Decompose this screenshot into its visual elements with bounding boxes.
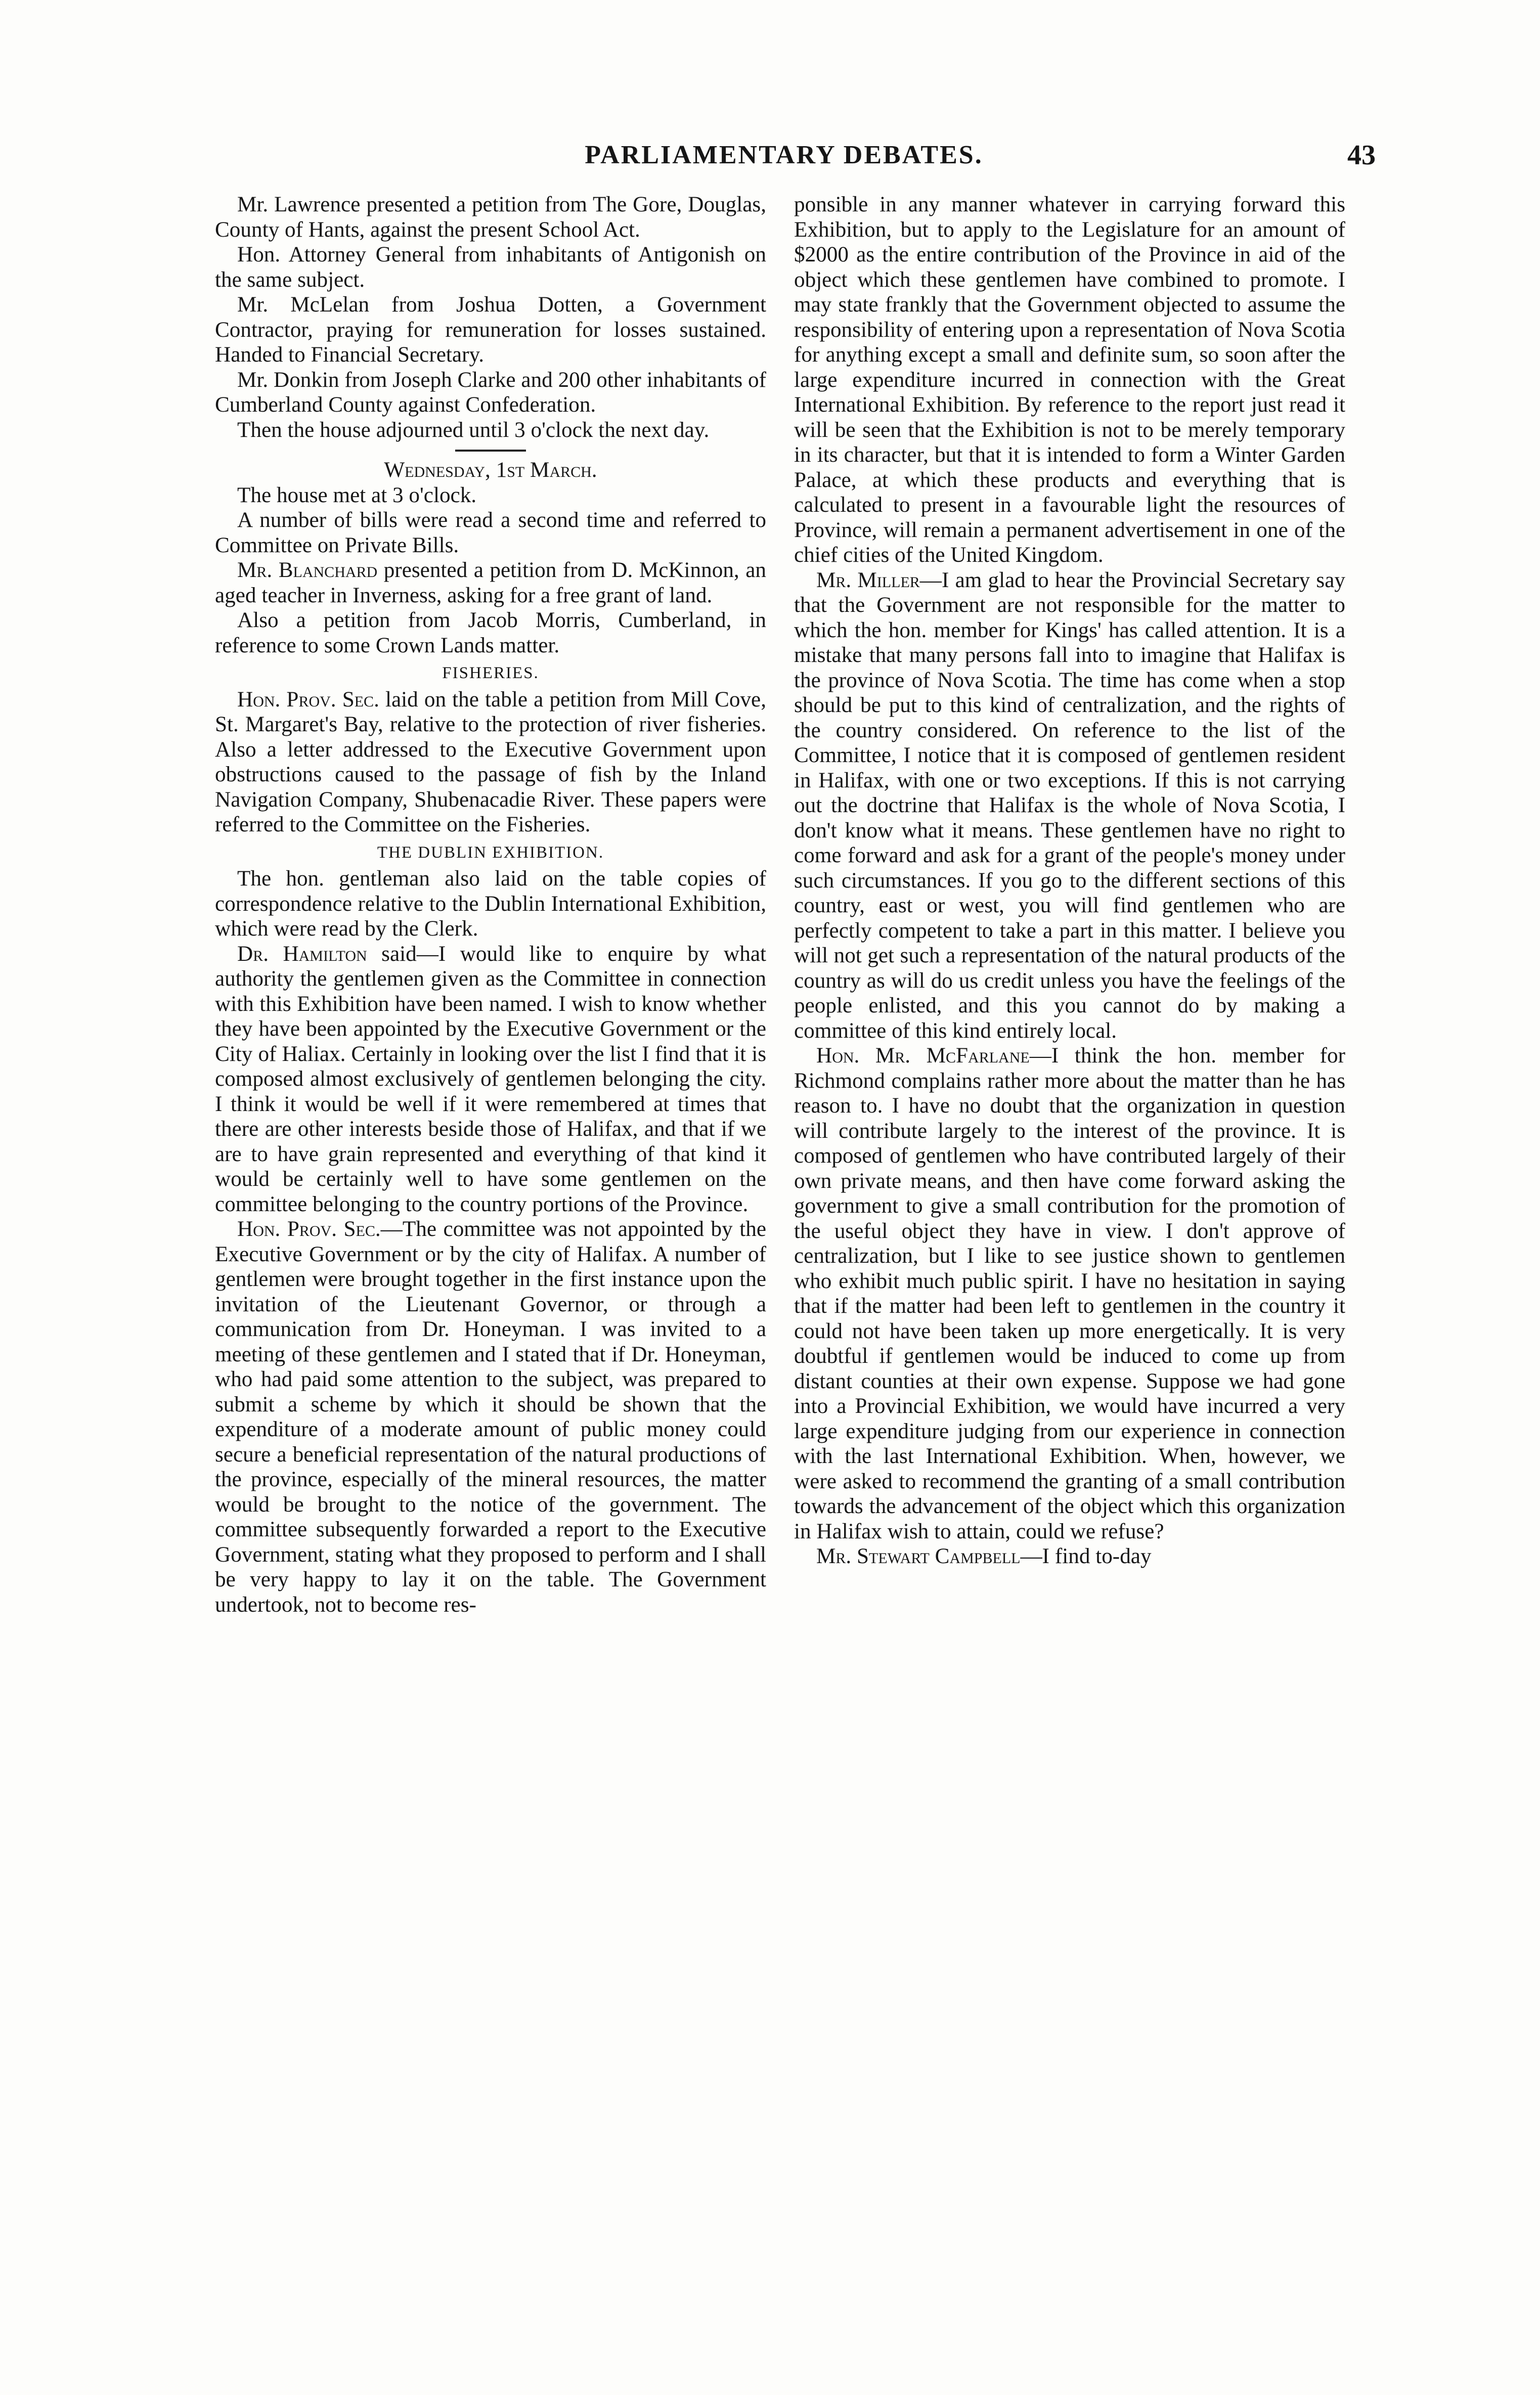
paragraph: ponsible in any manner whatever in carrying forward this Exhibition, but to apply to the Legislature for an amount of $2000 as the entire contribution of the Province in aid of the object which these gentlemen have combined to promote. I may state frankly that the Government objected to assume the responsibility of entering upon a representation of Nova Scotia for anything except a small and definite sum, so soon after the large expenditure incurred in connection with the Great International Exhibition. By reference to the report just read it will be seen that the Exhibition is not to be merely temporary in its character, but that it is intended to form a Winter Garden Palace, at which these products and everything that is calculated to present in a favourable light the resources of Province, will remain a permanent advertisement in one of the chief cities of the United Kingdom. [794,193,1345,567]
section-divider [455,450,526,452]
left-column [215,192,766,1617]
paragraph: Also a petition from Jacob Morris, Cumberland, in reference to some Crown Lands matter. [215,608,766,657]
section-heading-dublin-exhibition: THE DUBLIN EXHIBITION. [377,843,604,862]
speaker-name: Dr. Hamilton [237,942,367,966]
speaker-name: Hon. Prov. Sec. [237,1217,381,1241]
paragraph: Mr. Donkin from Joseph Clarke and 200 other inhabitants of Cumberland County against Confederation. [215,368,766,417]
speaker-name: Mr. Stewart Campbell [816,1544,1021,1568]
paragraph: Mr. Lawrence presented a petition from The Gore, Douglas, County of Hants, against the present School Act. [215,193,766,242]
page-header [192,132,1376,178]
speech-text: —The committee was not appointed by the Executive Government or by the city of Halifax. A number of gentlemen were brought together in the first instance upon the invitation of the Lieutenant Governor, or through a communication from Dr. Honeyman. I was invited to a meeting of these gentlemen and I stated that if Dr. Honeyman, who had paid some attention to the subject, was prepared to submit a scheme by which it should be shown that the expenditure of a moderate amount of public money could secure a beneficial representation of the natural productions of the province, especially of the mineral resources, the matter would be brought to the notice of the government. The committee subsequently forwarded a report to the Executive Government, stating what they proposed to perform and I shall be very happy to lay it on the table. The Government undertook, not to become res- [215,1217,767,1617]
section-heading-fisheries: FISHERIES. [442,664,539,682]
paragraph [215,687,766,837]
paragraph: A number of bills were read a second time and referred to Committee on Private Bills. [215,508,766,557]
paragraph [794,568,1345,1044]
paragraph [794,1043,1345,1544]
paragraph: Then the house adjourned until 3 o'clock the next day. [237,418,710,442]
paragraph: The hon. gentleman also laid on the table copies of correspondence relative to the Dublin International Exhibition, which were read by the Clerk. [215,867,766,941]
running-title: PARLIAMENTARY DEBATES. [585,141,983,169]
speech-text: presented a petition from D. McKinnon, an aged teacher in Inverness, asking for a free grant of land. [215,558,767,607]
page-number: 43 [1347,140,1376,171]
paragraph: The house met at 3 o'clock. [237,483,477,507]
paragraph: Mr. McLelan from Joshua Dotten, a Government Contractor, praying for remuneration for losses sustained. Handed to Financial Secretary. [215,293,766,367]
speaker-name: Hon. Mr. McFarlane [816,1044,1030,1068]
paragraph [215,1217,766,1617]
speech-text: —I think the hon. member for Richmond complains rather more about the matter than he has reason to. I have no doubt that the organization in question will contribute largely to the interest of the province. It is composed of gentlemen who have contributed largely of their own private means, and then have come forward asking the government to give a small contribution for the promotion of the useful object they have in view. I don't approve of centralization, but I like to see justice shown to gentlemen who exhibit much public spirit. I have no hesitation in saying that if the matter had been left to gentlemen in the country it could not have been taken up more energetically. It is very doubtful if gentlemen would be induced to come up from distant counties at their own expense. Suppose we had gone into a Provincial Exhibition, we would have incurred a very large expenditure judging from our experience in connection with the last International Exhibition. When, however, we were asked to recommend the granting of a small contribution towards the advancement of the object which this organization in Halifax wish to attain, could we refuse? [794,1044,1346,1543]
speech-text: —I find to-day [1020,1544,1152,1568]
speech-text: laid on the table a petition from Mill Cove, St. Margaret's Bay, relative to the protection of river fisheries. Also a letter addressed to the Executive Government upon obstructions caused to the passage of fish by the Inland Navigation Company, Shubenacadie River. These papers were referred to the Committee on the Fisheries. [215,687,767,836]
paragraph: Hon. Attorney General from inhabitants of Antigonish on the same subject. [215,243,766,292]
paragraph [794,1544,1345,1569]
speaker-name: Mr. Miller [816,568,920,592]
speech-text: said—I would like to enquire by what authority the gentlemen given as the Committee in connection with this Exhibition have been named. I wish to know whether they have been appointed by the Executive Government or the City of Haliax. Certainly in looking over the list I find that it is composed almost exclusively of gentlemen belonging the city. I think it would be well if it were remembered at times that there are other interests beside those of Halifax, and that if we are to have grain represented and everything of that kind it would be certainly well to have some gentlemen on the committee belonging to the country portions of the Province. [215,942,766,1216]
date-heading: Wednesday, 1st March. [384,458,597,482]
speaker-name: Hon. Prov. Sec. [237,687,379,712]
right-column [794,192,1345,1569]
paragraph [215,558,766,608]
paragraph [215,942,766,1217]
speaker-name: Mr. Blanchard [237,558,378,582]
speech-text: —I am glad to hear the Provincial Secretary say that the Government are not responsible for the matter to which the hon. member for Kings' has called attention. It is a mistake that many persons fall into to imagine that Halifax is the province of Nova Scotia. The time has come when a stop should be put to this kind of centralization, and the rights of the country considered. On reference to the list of the Committee, I notice that it is composed of gentlemen resident in Halifax, with one or two exceptions. If this is not carrying out the doctrine that Halifax is the whole of Nova Scotia, I don't know what it means. These gentlemen have no right to come forward and ask for a grant of the people's money under such circumstances. If you go to the different sections of this country, east or west, you will find gentlemen who are perfectly competent to take a part in this matter. I believe you will not get such a representation of the natural products of the country as will do us credit unless you have the feelings of the people enlisted, and this you cannot do by making a committee of this kind entirely local. [794,568,1345,1043]
